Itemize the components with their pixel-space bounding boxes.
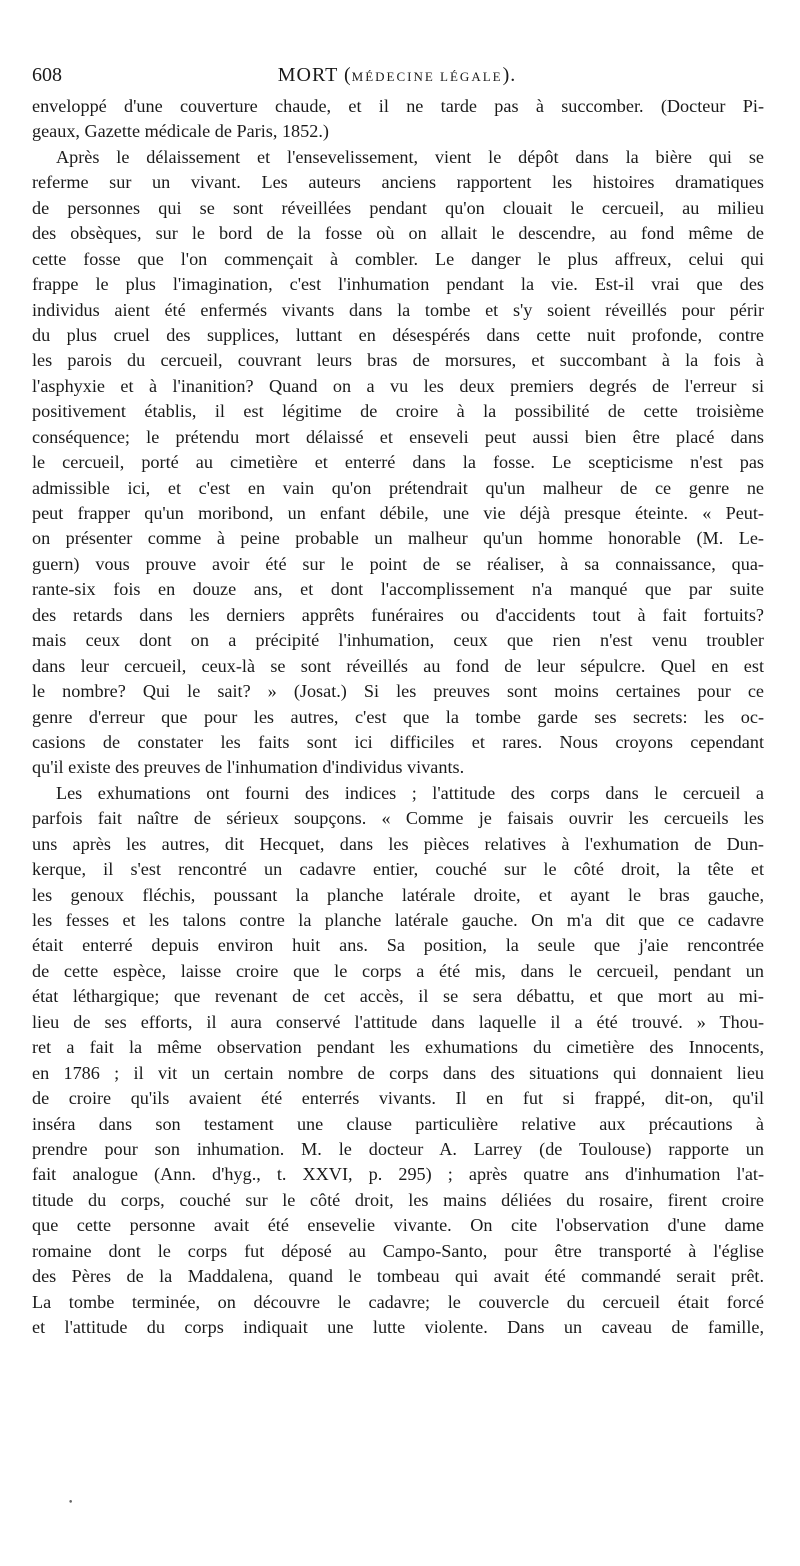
text-line: lieu de ses efforts, il aura conservé l'attitude dans laquelle il a été trouvé. » Thou- <box>32 1011 764 1032</box>
print-speck: • <box>68 1498 74 1508</box>
text-line: cette fosse que l'on commençait à combler. Le danger le plus affreux, celui qui <box>32 248 764 269</box>
text-line: et l'attitude du corps indiquait une lutte violente. Dans un caveau de famille, <box>32 1317 764 1337</box>
text-line: admissible ici, et c'est en vain qu'on prétendrait qu'un malheur de ce genre ne <box>32 477 764 498</box>
text-line: qu'il existe des preuves de l'inhumation d'individus vivants. <box>32 757 465 778</box>
text-line: mais ceux dont on a précipité l'inhumation, ceux que rien n'est venu troubler <box>32 630 764 651</box>
page-number: 608 <box>32 64 62 86</box>
text-line: La tombe terminée, on découvre le cadavre; le couvercle du cercueil était forcé <box>32 1291 764 1312</box>
text-line: prendre pour son inhumation. M. le docteur A. Larrey (de Toulouse) rapporte un <box>32 1138 764 1159</box>
text-line: de personnes qui se sont réveillées pendant qu'on clouait le cercueil, au milieu <box>32 197 764 218</box>
text-line: rante-six fois en douze ans, et dont l'accomplissement n'a manqué que par suite <box>32 579 764 600</box>
text-line: uns après les autres, dit Hecquet, dans les pièces relatives à l'exhumation de Dun- <box>32 833 764 854</box>
text-line: romaine dont le corps fut déposé au Campo-Santo, pour être transporté à l'église <box>32 1240 764 1261</box>
text-line: fait analogue (Ann. d'hyg., t. XXVI, p. 295) ; après quatre ans d'inhumation l'at- <box>32 1164 764 1185</box>
running-title-sub: MÉDECINE LÉGALE <box>351 69 503 84</box>
body-text <box>32 94 764 1340</box>
text-line: des retards dans les derniers apprêts funéraires ou d'accidents tout à fait fortuits? <box>32 604 764 625</box>
text-line: genre d'erreur que pour les autres, c'est que la tombe garde ses secrets: les oc- <box>32 706 764 727</box>
running-head <box>32 64 762 90</box>
text-line: Après le délaissement et l'ensevelissement, vient le dépôt dans la bière qui se <box>56 146 764 167</box>
text-line: l'asphyxie et à l'inanition? Quand on a vu les deux premiers degrés de l'erreur si <box>32 375 764 396</box>
text-line: ret a fait la même observation pendant les exhumations du cimetière des Innocents, <box>32 1037 764 1058</box>
text-line: le cercueil, porté au cimetière et enterré dans la fosse. Le scepticisme n'est pas <box>32 452 764 473</box>
text-line: des Pères de la Maddalena, quand le tombeau qui avait été commandé serait prêt. <box>32 1266 764 1287</box>
text-line: des obsèques, sur le bord de la fosse où on allait le descendre, au fond même de <box>32 223 764 244</box>
text-line: dans leur cercueil, ceux-là se sont réveillés au fond de leur sépulcre. Quel en est <box>32 655 764 676</box>
text-line: kerque, il s'est rencontré un cadavre entier, couché sur le côté droit, la tête et <box>32 859 764 880</box>
text-line: de croire qu'ils avaient été enterrés vivants. Il en fut si frappé, dit-on, qu'il <box>32 1088 764 1109</box>
text-line: conséquence; le prétendu mort délaissé et enseveli peut aussi bien être placé dans <box>32 426 764 447</box>
text-line: guern) vous prouve avoir été sur le point de se réaliser, à sa connaissance, qua- <box>32 553 764 574</box>
text-line: peut frapper qu'un moribond, un enfant débile, une vie déjà presque éteinte. « Peut- <box>32 503 764 523</box>
text-line: frappe le plus l'imagination, c'est l'inhumation pendant la vie. Est-il vrai que des <box>32 274 764 295</box>
text-line: de cette espèce, laisse croire que le corps a été mis, dans le cercueil, pendant un <box>32 960 764 981</box>
text-line: geaux, Gazette médicale de Paris, 1852.) <box>32 121 329 142</box>
text-line: les genoux fléchis, poussant la planche latérale droite, et ayant le bras gauche, <box>32 884 764 905</box>
running-title: MORT (MÉDECINE LÉGALE). <box>277 64 517 86</box>
text-line: enveloppé d'une couverture chaude, et il ne tarde pas à succomber. (Docteur Pi- <box>32 96 764 116</box>
text-line: les parois du cercueil, couvrant leurs bras de morsures, et succombant à la fois à <box>32 350 764 371</box>
text-line: individus aient été enfermés vivants dans la tombe et s'y soient réveillés pour périr <box>32 299 764 320</box>
text-line: inséra dans son testament une clause particulière relative aux précautions à <box>32 1113 764 1134</box>
text-line: on présenter comme à peine probable un malheur qu'un homme honorable (M. Le- <box>32 528 764 549</box>
text-line: titude du corps, couché sur le côté droit, les mains déliées du rosaire, firent croire <box>32 1189 764 1210</box>
text-line: casions de constater les faits sont ici difficiles et rares. Nous croyons cependant <box>32 731 764 752</box>
text-line: referme sur un vivant. Les auteurs anciens rapportent les histoires dramatiques <box>32 172 764 193</box>
running-title-main: MORT <box>277 64 338 86</box>
text-line: était enterré depuis environ huit ans. Sa position, la seule que j'aie rencontrée <box>32 935 764 956</box>
text-line: les fesses et les talons contre la planche latérale gauche. On m'a dit que ce cadavre <box>32 910 764 930</box>
text-line: état léthargique; que revenant de cet accès, il se sera débattu, et que mort au mi- <box>32 986 764 1007</box>
text-line: en 1786 ; il vit un certain nombre de corps dans des situations qui donnaient lieu <box>32 1062 764 1083</box>
text-line: le nombre? Qui le sait? » (Josat.) Si les preuves sont moins certaines pour ce <box>32 681 764 702</box>
text-line: Les exhumations ont fourni des indices ; l'attitude des corps dans le cercueil a <box>56 782 764 803</box>
text-line: que cette personne avait été ensevelie vivante. On cite l'observation d'une dame <box>32 1215 764 1236</box>
text-line: positivement établis, il est légitime de croire à la possibilité de cette troisième <box>32 401 764 422</box>
text-line: parfois fait naître de sérieux soupçons. « Comme je faisais ouvrir les cercueils les <box>32 808 764 829</box>
text-line: du plus cruel des supplices, luttant en désespérés dans cette nuit profonde, contre <box>32 324 764 345</box>
